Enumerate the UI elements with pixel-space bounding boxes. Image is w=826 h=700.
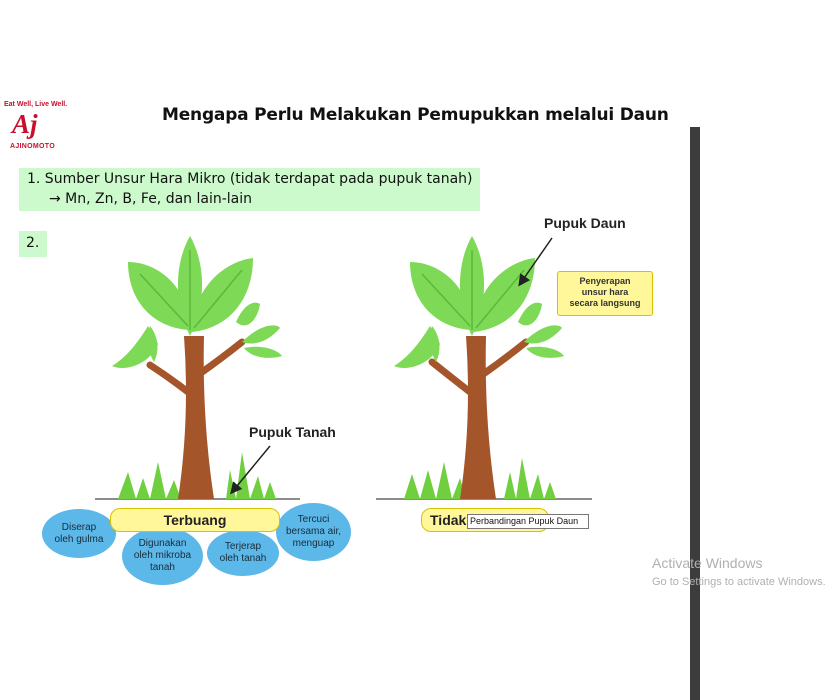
left-branch-left [150, 365, 188, 392]
logo-tagline: Eat Well, Live Well. [4, 101, 68, 108]
slide-title: Mengapa Perlu Melakukan Pemupukkan melalui Daun [162, 105, 669, 125]
bubble-tercuci [276, 503, 351, 561]
activate-windows-subtitle: Go to Settings to activate Windows. [652, 576, 826, 588]
activate-windows-title: Activate Windows [652, 555, 763, 571]
bubble-gulma [42, 509, 116, 558]
result-terbuang: Terbuang [110, 508, 280, 532]
point-1-line-2: → Mn, Zn, B, Fe, dan lain-lain [49, 191, 253, 207]
arrow-pupuk-tanah [232, 446, 270, 492]
label-pupuk-daun: Pupuk Daun [544, 215, 626, 231]
point-2-box: 2. [19, 231, 47, 257]
left-trunk [178, 336, 214, 499]
image-tooltip: Perbandingan Pupuk Daun [467, 514, 589, 529]
left-tree [95, 236, 300, 499]
bubble-mikroba [122, 527, 203, 585]
label-pupuk-tanah: Pupuk Tanah [249, 424, 336, 440]
bubble-terjerap-text: Terjerap oleh tanah [219, 541, 267, 564]
bubble-gulma-text: Diserap oleh gulma [54, 521, 104, 545]
bubble-tercuci-text: Tercuci bersama air, menguap [285, 514, 342, 549]
left-branch-right [198, 342, 242, 375]
bubble-mikroba-text: Digunakan oleh mikroba tanah [133, 538, 192, 573]
callout-penyerapan [557, 271, 653, 316]
result-tidak: Tidak [421, 508, 549, 532]
right-branch-left [432, 362, 470, 392]
logo-mark: Aj [12, 109, 38, 139]
logo-brand: AJINOMOTO [10, 143, 55, 150]
bubble-terjerap [207, 530, 279, 576]
right-branch-right [482, 342, 526, 375]
point-1-line-1: 1. Sumber Unsur Hara Mikro (tidak terdapat pada pupuk tanah) [27, 171, 473, 187]
right-trunk [460, 336, 496, 499]
callout-text: Penyerapan unsur hara secara langsung [569, 276, 641, 308]
